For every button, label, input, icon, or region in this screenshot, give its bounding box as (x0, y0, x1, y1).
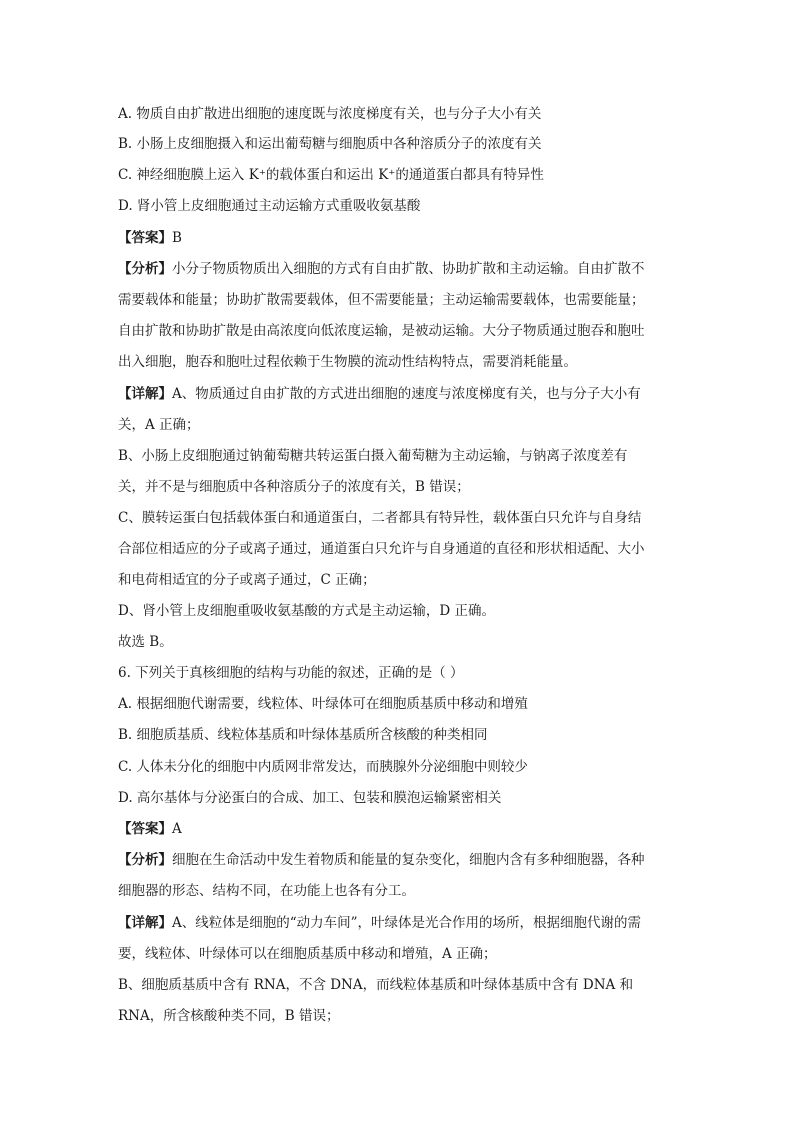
q5-option-d: D. 肾小管上皮细胞通过主动运输方式重吸收氨基酸 (118, 198, 421, 214)
detail-label: 【详解】 (118, 386, 172, 402)
q6-analysis-line-2: 细胞器的形态、结构不同，在功能上也各有分工。 (118, 883, 415, 899)
answer-label: 【答案】 (118, 821, 172, 837)
q6-option-d: D. 高尔基体与分泌蛋白的合成、加工、包装和膜泡运输紧密相关 (118, 790, 502, 806)
q5-analysis-line-4: 出入细胞，胞吞和胞吐过程依赖于生物膜的流动性结构特点，需要消耗能量。 (118, 354, 577, 370)
q6-detail-line-3: B、细胞质基质中含有 RNA，不含 DNA，而线粒体基质和叶绿体基质中含有 DNA 和 (118, 977, 634, 993)
q5-option-b: B. 小肠上皮细胞摄入和运出葡萄糖与细胞质中各种溶质分子的浓度有关 (118, 136, 542, 152)
q5-detail-line-6: 合部位相适应的分子或离子通过，通道蛋白只允许与自身通道的直径和形状相适配、大小 (118, 541, 645, 557)
q5-detail-line-8: D、肾小管上皮细胞重吸收氨基酸的方式是主动运输，D 正确。 (118, 603, 495, 619)
q5-analysis-line-2: 需要载体和能量；协助扩散需要载体，但不需要能量；主动运输需要载体，也需要能量； (118, 292, 645, 308)
q5-detail-line-5: C、膜转运蛋白包括载体蛋白和通道蛋白，二者都具有特异性，载体蛋白只允许与自身结 (118, 510, 642, 526)
q5-analysis-line-3: 自由扩散和协助扩散是由高浓度向低浓度运输，是被动运输。大分子物质通过胞吞和胞吐 (118, 323, 645, 339)
q6-option-c: C. 人体未分化的细胞中内质网非常发达，而胰腺外分泌细胞中则较少 (118, 759, 528, 775)
analysis-text: 小分子物质物质出入细胞的方式有自由扩散、协助扩散和主动运输。自由扩散不 (172, 261, 645, 277)
q6-option-b: B. 细胞质基质、线粒体基质和叶绿体基质所含核酸的种类相同 (118, 727, 488, 743)
detail-label: 【详解】 (118, 915, 172, 931)
q6-answer (118, 819, 678, 839)
q5-option-a: A. 物质自由扩散进出细胞的速度既与浓度梯度有关，也与分子大小有关 (118, 106, 542, 122)
analysis-text: 细胞在生命活动中发生着物质和能量的复杂变化，细胞内含有多种细胞器，各种 (172, 852, 645, 868)
answer-label: 【答案】 (118, 230, 172, 246)
q5-detail-line-1 (118, 384, 678, 404)
q6-option-a: A. 根据细胞代谢需要，线粒体、叶绿体可在细胞质基质中移动和增殖 (118, 696, 528, 712)
q6-detail-line-4: RNA，所含核酸种类不同，B 错误； (118, 1008, 340, 1024)
detail-text: A、线粒体是细胞的“动力车间”，叶绿体是光合作用的场所，根据细胞代谢的需 (172, 915, 642, 931)
q5-answer (118, 228, 678, 248)
answer-value: B (172, 230, 182, 246)
q5-detail-line-3: B、小肠上皮细胞通过钠葡萄糖共转运蛋白摄入葡萄糖为主动运输，与钠离子浓度差有 (118, 448, 628, 464)
q6-detail-line-1 (118, 913, 678, 933)
detail-text: A、物质通过自由扩散的方式进出细胞的速度与浓度梯度有关，也与分子大小有 (172, 386, 641, 402)
q6-stem: 6. 下列关于真核细胞的结构与功能的叙述，正确的是（ ） (118, 665, 464, 681)
q5-option-c: C. 神经细胞膜上运入 K⁺的载体蛋白和运出 K⁺的通道蛋白都具有特异性 (118, 167, 544, 183)
q5-conclusion: 故选 B。 (118, 634, 173, 650)
analysis-label: 【分析】 (118, 852, 172, 868)
q5-detail-line-4: 关，并不是与细胞质中各种溶质分子的浓度有关，B 错误； (118, 479, 470, 495)
q5-detail-line-2: 关，A 正确； (118, 417, 200, 433)
q6-detail-line-2: 要，线粒体、叶绿体可以在细胞质基质中移动和增殖，A 正确； (118, 946, 497, 962)
analysis-label: 【分析】 (118, 261, 172, 277)
q6-analysis-line-1 (118, 850, 678, 870)
answer-value: A (172, 821, 182, 837)
q5-analysis-line-1 (118, 259, 678, 279)
q5-detail-line-7: 和电荷相适宜的分子或离子通过，C 正确； (118, 572, 376, 588)
